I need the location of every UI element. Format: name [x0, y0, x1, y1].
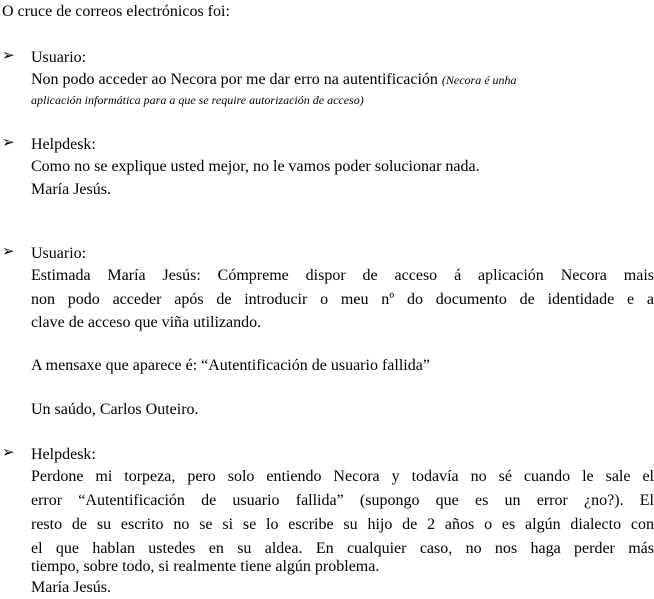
message-sender: Helpdesk:: [31, 446, 96, 463]
message-sender: Helpdesk:: [31, 136, 96, 153]
message-signature: María Jesús.: [31, 181, 111, 198]
message-signature: Un saúdo, Carlos Outeiro.: [31, 401, 199, 418]
message-body-line: Estimada María Jesús: Cómpreme dispor de acceso á aplicación Necora mais: [31, 267, 654, 284]
message-body-line: clave de acceso que viña utilizando.: [31, 314, 262, 331]
message-body-line: Perdone mi torpeza, pero solo entiendo Necora y todavía no sé cuando le sale el: [31, 468, 654, 485]
arrowhead-bullet-icon: ➢: [2, 48, 15, 64]
message-body-line: A mensaxe que aparece é: “Autentificación de usuario fallida”: [31, 357, 430, 374]
arrowhead-bullet-icon: ➢: [2, 135, 15, 151]
message-body-line: non podo acceder após de introducir o meu nº do documento de identidade e a: [31, 291, 654, 308]
arrowhead-bullet-icon: ➢: [2, 445, 15, 461]
message-body-line: Como no se explique usted mejor, no le vamos poder solucionar nada.: [31, 158, 480, 175]
message-note-continuation: aplicación informática para a que se require autorización de acceso): [31, 93, 364, 107]
message-body-line: [31, 70, 517, 90]
message-body-line: el que hablan ustedes en su aldea. En cualquier caso, no nos haga perder más: [31, 540, 654, 557]
message-signature: María Jesús.: [31, 579, 111, 596]
arrowhead-bullet-icon: ➢: [2, 244, 15, 260]
message-body-line: resto de su escrito no se si se lo escribe su hijo de 2 años o es algún dialecto con: [31, 516, 654, 533]
message-body-line: error “Autentificación de usuario fallida” (supongo que es un error ¿no?). El: [31, 492, 654, 509]
message-note: (Necora é unha: [441, 73, 517, 87]
intro-text: O cruce de correos electrónicos foi:: [2, 3, 230, 20]
message-body-line: tiempo, sobre todo, si realmente tiene algún problema.: [31, 558, 380, 575]
message-sender: Usuario:: [31, 49, 87, 66]
message-sender: Usuario:: [31, 245, 87, 262]
message-text: Non podo acceder ao Necora por me dar erro na autentificación: [31, 71, 438, 88]
